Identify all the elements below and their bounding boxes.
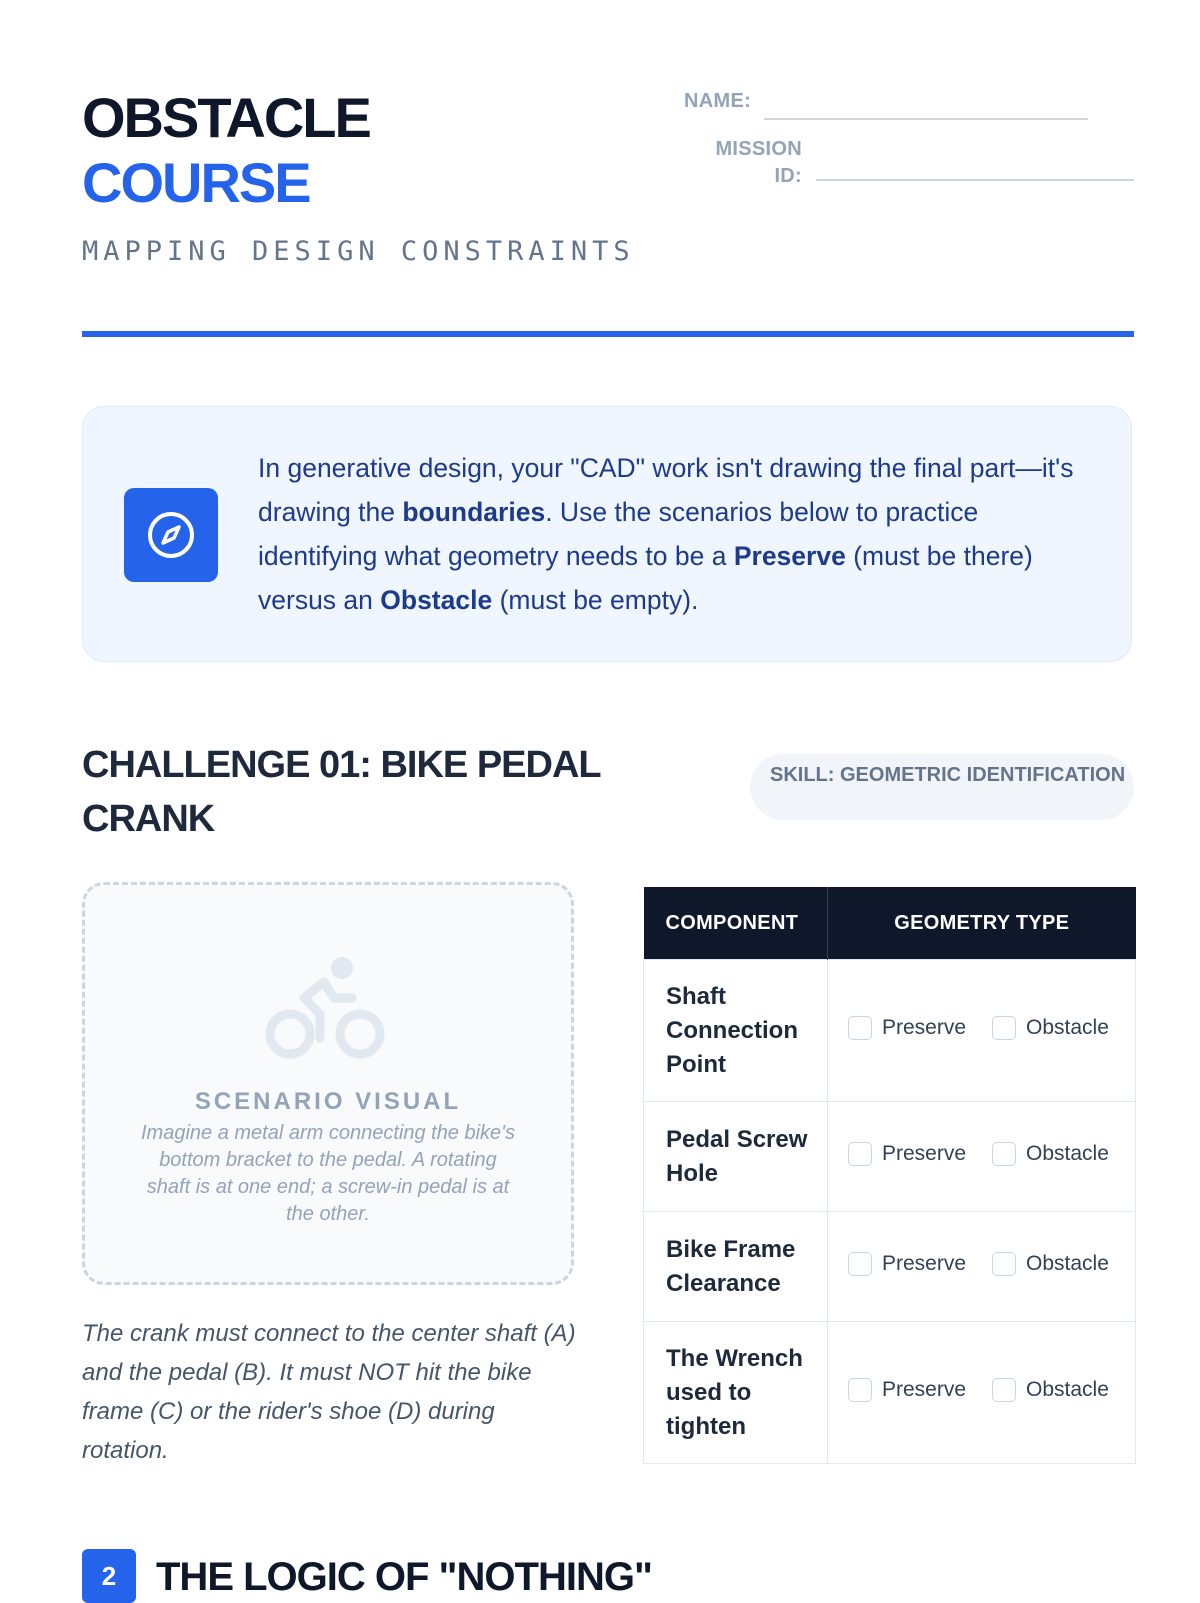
component-name: The Wrench used to tighten [644,1322,828,1464]
obstacle-option[interactable]: Obstacle [992,1252,1109,1276]
title-line-2: COURSE [82,151,310,214]
preserve-option[interactable]: Preserve [848,1142,966,1166]
table-row [644,1322,1136,1464]
component-name: Shaft Connection Point [644,960,828,1102]
scenario-visual-description: Imagine a metal arm connecting the bike's bottom bracket to the pedal. A rotating shaft is at one end; a screw-in pedal is at the other. [140,1122,515,1225]
mission-id-label: MISSION ID: [715,138,802,187]
component-name: Bike Frame Clearance [644,1212,828,1322]
challenge-title: CHALLENGE 01: BIKE PEDAL CRANK [82,744,600,840]
subtitle: MAPPING DESIGN CONSTRAINTS [82,236,635,267]
section-title: THE LOGIC OF "NOTHING" [156,1555,652,1599]
name-field-line[interactable] [764,118,1088,120]
compass-icon [124,488,218,582]
bicycle-icon [262,952,386,1067]
obstacle-checkbox[interactable] [992,1016,1016,1040]
obstacle-option[interactable]: Obstacle [992,1142,1109,1166]
skill-badge: SKILL: GEOMETRIC IDENTIFICATION [750,754,1134,820]
obstacle-option[interactable]: Obstacle [992,1378,1109,1402]
mission-id-field-line[interactable] [816,179,1134,181]
table-row [644,1212,1136,1322]
intro-text: In generative design, your "CAD" work isn't drawing the final part—it's drawing the boundaries. Use the scenarios below to practice identifying what geometry needs to be a Preserve (must be there) versus an Obstacle (must be empty). [258,453,1074,615]
scenario-caption: The crank must connect to the center shaft (A) and the pedal (B). It must NOT hit the bike frame (C) or the rider's shoe (D) during rotation. [82,1320,576,1464]
title-line-1: OBSTACLE [82,86,370,149]
preserve-option[interactable]: Preserve [848,1378,966,1402]
obstacle-checkbox[interactable] [992,1378,1016,1402]
obstacle-checkbox[interactable] [992,1142,1016,1166]
geometry-type-options [828,960,1136,1102]
keyword-preserve: Preserve [733,541,846,571]
column-header-component: COMPONENT [644,887,828,960]
component-table [643,887,1136,1464]
keyword-boundaries: boundaries [402,497,546,527]
section-number-badge: 2 [82,1549,136,1603]
geometry-type-options [828,1212,1136,1322]
preserve-option[interactable]: Preserve [848,1016,966,1040]
table-row [644,960,1136,1102]
scenario-visual-label: SCENARIO VISUAL [194,1088,462,1115]
column-header-geometry-type: GEOMETRY TYPE [828,887,1136,960]
geometry-type-options [828,1102,1136,1212]
name-label: NAME: [684,90,752,112]
keyword-obstacle: Obstacle [380,585,493,615]
obstacle-option[interactable]: Obstacle [992,1016,1109,1040]
table-row [644,1102,1136,1212]
component-name: Pedal Screw Hole [644,1102,828,1212]
table-header-row [644,887,1136,960]
geometry-type-options [828,1322,1136,1464]
preserve-checkbox[interactable] [848,1378,872,1402]
preserve-checkbox[interactable] [848,1142,872,1166]
preserve-checkbox[interactable] [848,1252,872,1276]
obstacle-checkbox[interactable] [992,1252,1016,1276]
preserve-checkbox[interactable] [848,1016,872,1040]
preserve-option[interactable]: Preserve [848,1252,966,1276]
header-divider [82,331,1134,337]
